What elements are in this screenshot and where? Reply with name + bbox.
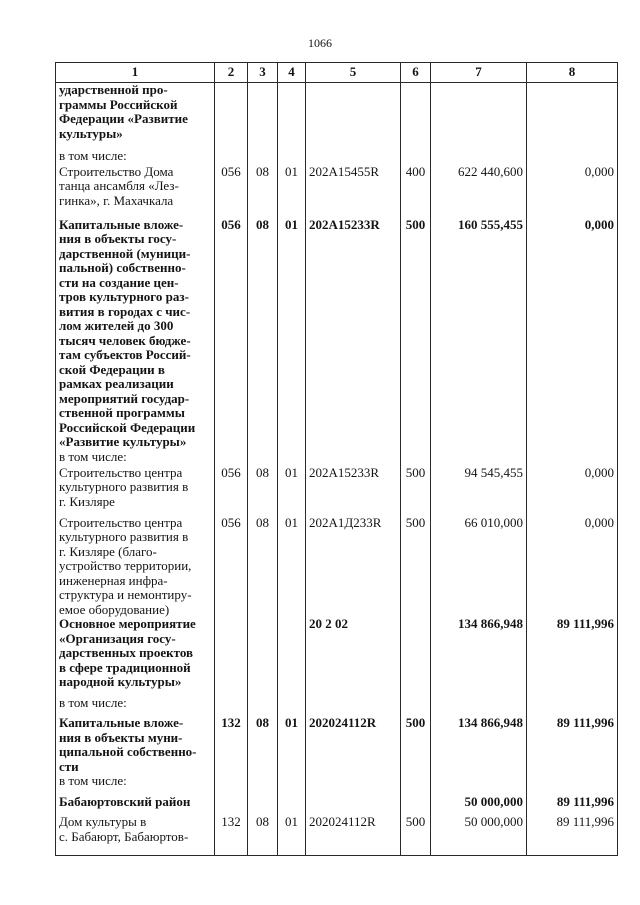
cell-amount-1: 66 010,000: [431, 516, 527, 618]
cell-grbs: 132: [215, 815, 248, 855]
cell-amount-1: [431, 450, 527, 466]
cell-section: 08: [248, 516, 278, 618]
cell-expense-type: [401, 149, 431, 165]
cell-grbs: [215, 696, 248, 716]
cell-grbs: [215, 774, 248, 795]
cell-grbs: [215, 795, 248, 815]
page-number: 1066: [308, 36, 332, 50]
row-name: Капитальные вложе- ния в объекты госу- дарственной (муници- пальной) собственно- сти на создание цен- тров культурного раз- вития в городах с чис- лом жителей до 300 тысяч человек бюдже- там субъектов Россий- ской Федерации в рамках реализации мероприятий государ- ственной программы Российской Федерации «Развитие культуры»: [56, 218, 215, 450]
cell-expense-type: [401, 617, 431, 696]
cell-section: [248, 149, 278, 165]
cell-target-article: 202А15455R: [306, 165, 401, 218]
cell-subsection: [278, 83, 306, 149]
cell-amount-2: 89 111,996: [527, 815, 618, 855]
cell-amount-1: [431, 83, 527, 149]
table-row: [56, 617, 618, 696]
row-name: в том числе:: [56, 149, 215, 165]
cell-subsection: 01: [278, 815, 306, 855]
cell-target-article: 202024112R: [306, 815, 401, 855]
cell-target-article: [306, 795, 401, 815]
column-header-1: 1: [56, 63, 215, 83]
table-row: [56, 815, 618, 855]
cell-amount-2: 0,000: [527, 218, 618, 450]
cell-amount-2: 89 111,996: [527, 617, 618, 696]
cell-target-article: [306, 149, 401, 165]
table-row: [56, 149, 618, 165]
cell-subsection: [278, 617, 306, 696]
cell-expense-type: [401, 83, 431, 149]
cell-target-article: [306, 450, 401, 466]
cell-grbs: 056: [215, 516, 248, 618]
row-name: в том числе:: [56, 450, 215, 466]
cell-expense-type: 500: [401, 716, 431, 774]
column-header-5: 5: [306, 63, 401, 83]
table-row: [56, 218, 618, 450]
cell-section: 08: [248, 165, 278, 218]
cell-expense-type: 500: [401, 466, 431, 516]
cell-subsection: 01: [278, 516, 306, 618]
cell-target-article: [306, 774, 401, 795]
cell-section: [248, 450, 278, 466]
row-name: Капитальные вложе- ния в объекты муни- ципальной собственно- сти: [56, 716, 215, 774]
cell-grbs: 132: [215, 716, 248, 774]
cell-section: [248, 774, 278, 795]
cell-subsection: [278, 696, 306, 716]
row-name: Дом культуры в с. Бабаюрт, Бабаюртов-: [56, 815, 215, 855]
cell-expense-type: 400: [401, 165, 431, 218]
cell-amount-2: 0,000: [527, 165, 618, 218]
cell-section: [248, 83, 278, 149]
cell-amount-2: 0,000: [527, 516, 618, 618]
cell-target-article: 202А15233R: [306, 218, 401, 450]
cell-amount-1: 160 555,455: [431, 218, 527, 450]
row-name: в том числе:: [56, 774, 215, 795]
cell-subsection: 01: [278, 466, 306, 516]
column-header-3: 3: [248, 63, 278, 83]
cell-target-article: 202А1Д233R: [306, 516, 401, 618]
cell-section: 08: [248, 716, 278, 774]
table-row: [56, 83, 618, 149]
cell-subsection: [278, 795, 306, 815]
cell-amount-1: 134 866,948: [431, 617, 527, 696]
cell-amount-1: [431, 696, 527, 716]
cell-target-article: 202024112R: [306, 716, 401, 774]
cell-target-article: [306, 83, 401, 149]
cell-section: [248, 696, 278, 716]
cell-section: [248, 795, 278, 815]
table-row: [56, 466, 618, 516]
column-header-4: 4: [278, 63, 306, 83]
cell-expense-type: [401, 696, 431, 716]
cell-subsection: 01: [278, 165, 306, 218]
cell-amount-2: [527, 774, 618, 795]
cell-grbs: [215, 83, 248, 149]
cell-subsection: [278, 450, 306, 466]
cell-amount-2: [527, 450, 618, 466]
budget-table: [55, 62, 618, 856]
cell-amount-2: 89 111,996: [527, 716, 618, 774]
cell-section: [248, 617, 278, 696]
cell-amount-2: [527, 83, 618, 149]
cell-expense-type: 500: [401, 218, 431, 450]
table-row: [56, 165, 618, 218]
cell-amount-1: 50 000,000: [431, 815, 527, 855]
column-header-6: 6: [401, 63, 431, 83]
cell-amount-2: 0,000: [527, 466, 618, 516]
row-name: ударственной про- граммы Российской Федерации «Развитие культуры»: [56, 83, 215, 149]
row-name: в том числе:: [56, 696, 215, 716]
cell-section: 08: [248, 466, 278, 516]
column-header-2: 2: [215, 63, 248, 83]
cell-expense-type: [401, 774, 431, 795]
cell-target-article: 202А15233R: [306, 466, 401, 516]
cell-grbs: [215, 450, 248, 466]
cell-expense-type: [401, 795, 431, 815]
row-name: Строительство Дома танца ансамбля «Лез- гинка», г. Махачкала: [56, 165, 215, 218]
cell-amount-1: 50 000,000: [431, 795, 527, 815]
cell-target-article: 20 2 02: [306, 617, 401, 696]
table-row: [56, 774, 618, 795]
cell-amount-2: [527, 696, 618, 716]
table-row: [56, 450, 618, 466]
cell-target-article: [306, 696, 401, 716]
table-row: [56, 716, 618, 774]
row-name: Строительство центра культурного развития в г. Кизляре: [56, 466, 215, 516]
cell-grbs: [215, 617, 248, 696]
row-name: Основное мероприятие «Организация госу- дарственных проектов в сфере традиционной народной культуры»: [56, 617, 215, 696]
table-row: [56, 795, 618, 815]
cell-amount-2: 89 111,996: [527, 795, 618, 815]
cell-amount-1: [431, 774, 527, 795]
cell-amount-1: 94 545,455: [431, 466, 527, 516]
cell-expense-type: [401, 450, 431, 466]
cell-expense-type: 500: [401, 815, 431, 855]
row-name: Строительство центра культурного развития в г. Кизляре (благо- устройство территории, инженерная инфра- структура и немонтиру- емое оборудование): [56, 516, 215, 618]
cell-grbs: 056: [215, 466, 248, 516]
table-row: [56, 516, 618, 618]
cell-section: 08: [248, 218, 278, 450]
column-header-7: 7: [431, 63, 527, 83]
cell-section: 08: [248, 815, 278, 855]
cell-amount-1: 622 440,600: [431, 165, 527, 218]
cell-subsection: [278, 774, 306, 795]
column-header-8: 8: [527, 63, 618, 83]
cell-grbs: 056: [215, 165, 248, 218]
cell-grbs: 056: [215, 218, 248, 450]
cell-grbs: [215, 149, 248, 165]
cell-amount-2: [527, 149, 618, 165]
row-name: Бабаюртовский район: [56, 795, 215, 815]
cell-amount-1: [431, 149, 527, 165]
cell-subsection: 01: [278, 716, 306, 774]
cell-expense-type: 500: [401, 516, 431, 618]
header-row: [56, 63, 618, 83]
table-body: [56, 83, 618, 856]
table-row: [56, 696, 618, 716]
cell-amount-1: 134 866,948: [431, 716, 527, 774]
cell-subsection: 01: [278, 218, 306, 450]
cell-subsection: [278, 149, 306, 165]
